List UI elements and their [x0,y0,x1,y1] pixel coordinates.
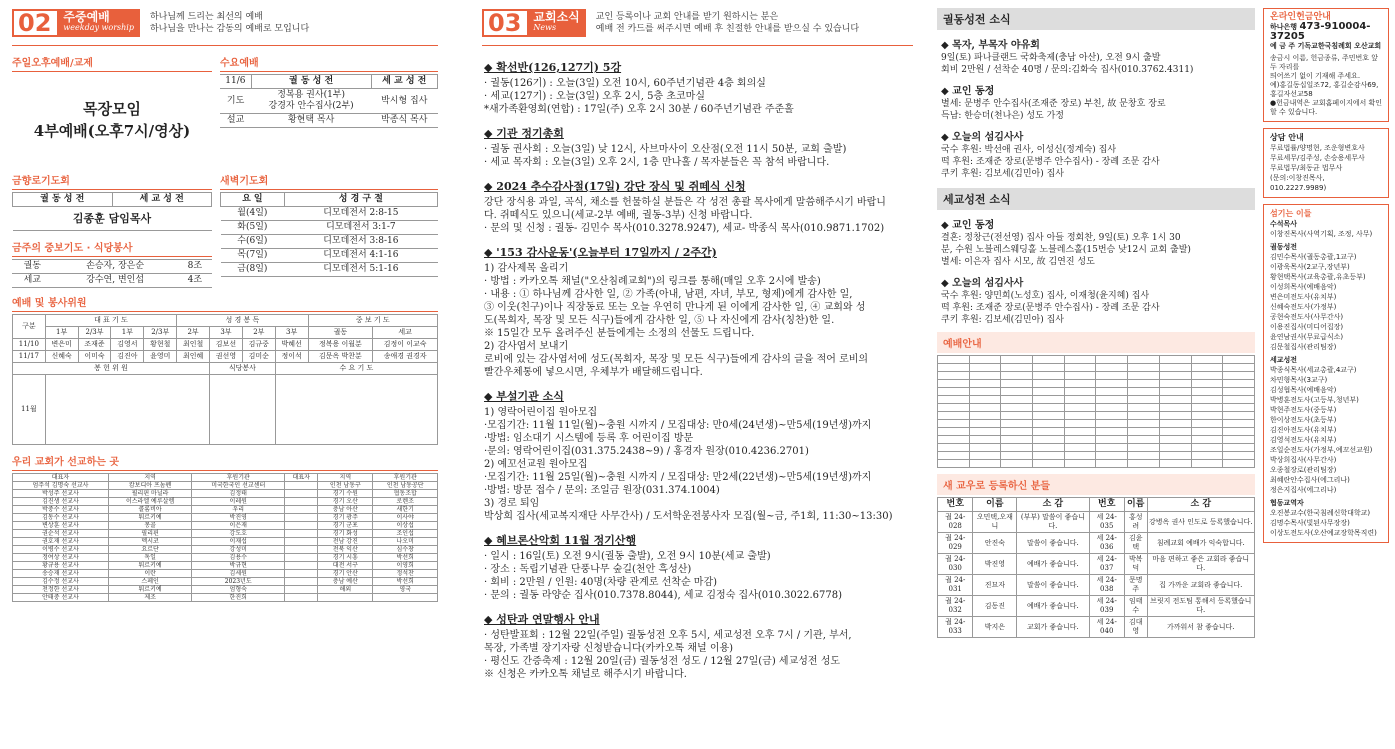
table-cell [285,570,318,578]
page-title: 교회소식 News [527,9,585,37]
table-cell: 이재섭 [192,538,285,546]
table-cell: 박지은 [973,617,1017,638]
table-cell: 박복덕 [1124,554,1147,575]
news-line: · 세교(127기) : 오늘(3일) 오후 2시, 5층 초코마실 [484,91,705,102]
table-cell: 홍성려 [1124,512,1147,533]
news-heading: ◆ '153 감사운동'(오늘부터 17일까지 / 2주간) [484,246,717,259]
news-line: ·모집기간: 11월 11일(월)~충원 시까지 / 모집대상: 만0세(24년생)~만5세(19년생)까지 [484,420,872,431]
table-cell: 협동조합 [373,490,438,498]
table-cell: 캄보디아 프놈펜 [108,482,191,490]
campus-news-line: 쿠키 후원: 김보세(김민아) 집사 [941,169,1064,179]
news-heading: ◆ 혜브론산악회 11월 정기산행 [484,534,637,547]
service-table: 구분 대 표 기 도 성 경 봉 독 중 보 기 도 1부 2/3부 1부 2/3부 2부 3부 2부 3부 궐동 세교 11/10 변은미 조재준 김영서 황현철 최인철 김보선 김규중 박혜선 정복용 이월분 김정이 이교숙 11/17 신혜숙 이미숙 김진아 윤영미 최인혜 권선영 김미순 정이석 김문옥 박찬분 송애경 권경자 봉 헌 위 원 식당봉사 수 요 기 도 11월 [12,314,438,445]
table-cell [285,522,318,530]
table-row [13,538,438,546]
table-cell: 김진생 선교사 [13,498,109,506]
table-cell: 궐 24-033 [938,617,973,638]
table-row [938,512,1255,533]
table-cell: 김정태 [192,490,285,498]
table-row [938,617,1255,638]
table-cell: 전남 강진 [318,538,373,546]
table-cell: 이영희 [373,562,438,570]
counsel-box: 상담 안내 무료법률/양명현, 조운형변호사 무료세무/김주성, 손승용세무사 무료법무/최동균 법무사 (문의:이창진목사, 010.2227.9989) [1263,128,1389,198]
table-cell: 권호재 선교사 [13,538,109,546]
staff-line: 이상도전도사(오산예교장학목직련) [1270,529,1377,537]
header-subtitle: 하나님께 드리는 최선의 예배 하나님을 만나는 감동의 예배로 모입니다 [149,11,310,34]
table-cell: 이상섭 [373,522,438,530]
staff-line: 이용진집사(미디어집장) [1270,323,1344,331]
table-cell: 김대영 [1124,617,1147,638]
table-row [13,522,438,530]
online-offering-box: 온라인헌금안내 하나은행 473-910004-37205 예 금 주 기독교한국침례회 오산교회 송금시 이름, 헌금종류, 주민번호 앞 두 자리를 띄어쓰기 없이 기재해 주세요. 예)홍길동십일조72, 홍길순감사69, 홍길자선교58 ●헌금내역은 교회홈페이지에서 확인할 수 있습니다. [1263,8,1389,122]
news-line: 도(목회자, 목장 및 모든 식구)들에게 감사한 일, ⑤ 나 자신에게 감사(칭찬)한 일. [484,315,835,326]
news-line: · 성탄발표회 : 12월 22일(주일) 궐동성전 오후 5시, 세교성전 오후 7시 / 기관, 부서, [484,630,852,641]
table-row [13,490,438,498]
table-cell: 궐 24-031 [938,575,973,596]
news-line: ※ 15일간 모두 올려주신 분들에게는 소정의 선물도 드립니다. [484,328,755,339]
campus-news-line: 별세: 이은자 집사 시모, 故 김연진 성도 [941,257,1095,267]
table-row [13,506,438,514]
news-line: ·모집기간: 11월 25일(월)~충원 시까지 / 모집대상: 만2세(22년생)~만5세(19년생)까지 [484,472,872,483]
table-cell: 천정한 선교사 [13,586,109,594]
table-cell: 몽골 [108,522,191,530]
dawn-table: 요 일 성 경 구 절 월(4일) 디모데전서 2:8-15 화(5일) 디모데전서 3:1-7 수(6일) 디모데전서 3:8-16 목(7일) 디모데전서 4:1-16 금(8일) 디모데전서 5:1-16 [220,192,438,277]
table-cell: 예배가 좋습니다. [1017,554,1089,575]
table-row [13,530,438,538]
news-line: 2) 감사엽서 보내기 [484,341,569,352]
wednesday-table: 11/6 궐 동 성 전 세 교 성 전 기도 정복용 권사(1부) 강경자 안수집사(2부) 박시형 집사 설교 황현택 목사 박종식 목사 [220,74,438,128]
news-line: · 문의 및 신청 : 궐동- 김민수 목사(010.3278.9247), 세교- 박종식 목사(010.9871.1702) [484,223,885,234]
news-line: ·방법: 임소대기 시스템에 등록 후 어린이집 방문 [484,433,694,444]
news-line: ·방법: 방문 접수 / 문의: 조일금 원장(031.374.1004) [484,485,720,496]
table-cell: 오민택,오재니 [973,512,1017,533]
table-cell: 세 24-035 [1089,512,1124,533]
staff-line: 박병훈전도사(고등부,청년부) [1270,396,1359,404]
news-line: · 평신도 간증축제 : 12월 20일(금) 궐동성전 성도 / 12월 27일(금) 세교성전 성도 [484,656,841,667]
new-members-table: 번호 이름 소 감 번호 이름 소 감 궐 24-028 오민택,오재니 (부부) 말씀이 좋습니다. 세 24-035 홍성려 강병옥 권사 인도로 등록했습니다. 궐 24-029 안진숙 말씀이 좋습니다. 세 24-036 김윤택 침례교회 예배가 익숙합니다. 궐 24-030 박진영 예배가 좋습니다. 세 24-037 박복덕 마음 편하고 좋은 교회라 좋습니다. 궐 24-031 진묘자 말씀이 좋습니다. 세 24-038 문명주 집 가까운 교회라 좋습니다. 궐 24-032 김동진 예배가 좋습니다. 세 24-039 임태수 브릿지 전도팀 통해서 등록했습니다. 궐 24-033 박지은 교회가 좋습니다. 세 24-040 김대영 가까워서 참 좋습니다. [937,497,1255,638]
campus-news-line: 분, 수원 노블레스웨딩홀 노블레스홀(15번승 낮12시 교회 출발) [941,245,1191,255]
page-news [470,0,925,749]
table-cell: 강병옥 권사 인도로 등록했습니다. [1147,512,1254,533]
table-cell: 박성주 선교사 [13,490,109,498]
staff-line: 황현택목사(교육총괄,유초등부) [1270,273,1366,281]
table-cell: 경기 수원 [318,490,373,498]
campus-news-line: 회비 2만원 / 선착순 40명 / 문의:김화숙 집사(010.3762.4311) [941,65,1194,75]
table-cell: 2023년도 [192,578,285,586]
table-cell [373,594,438,602]
table-cell [285,514,318,522]
table-row [13,554,438,562]
table-cell: 세 24-040 [1089,617,1124,638]
table-cell: 김세원 [192,570,285,578]
staff-line: 김성협목사(예배음악) [1270,386,1337,394]
table-cell: 김수정 선교사 [13,578,109,586]
table-cell: 진묘자 [973,575,1017,596]
staff-line: 김명수목사(빛된사무장장) [1270,519,1350,527]
table-cell: 튀르키예 [108,586,191,594]
table-cell: 안태중 선교사 [13,594,109,602]
table-cell [285,482,318,490]
table-cell [285,586,318,594]
staff-line: 김영석전도사(유치부) [1270,436,1337,444]
table-cell: 새한기 [373,506,438,514]
campus-news-heading: ◆ 목자, 부목자 야유회 [941,40,1040,51]
table-cell: 강성미 [192,546,285,554]
table-cell: 튀르키예 [108,514,191,522]
table-cell: 독일 [108,554,191,562]
table-cell: 이란 [108,570,191,578]
table-cell: 이스라엘 예루살렘 [108,498,191,506]
table-cell: 세 24-038 [1089,575,1124,596]
table-cell: 황규용 선교사 [13,562,109,570]
table-row [13,546,438,554]
table-cell: 대전 서구 [318,562,373,570]
staff-line: 박상희집사(사무간사) [1270,456,1337,464]
staff-line: 한이상전도사(초등부) [1270,416,1337,424]
campus-news-line: 쿠키 후원: 김보세(김민아) 집사 [941,315,1064,325]
news-line: 박상희 집사(세교복지재단 사무간사) / 도서학운전봉사자 모집(월~금, 주1회, 11:30~13:30) [484,511,893,522]
news-line: ※ 신청은 카카오톡 채널로 해주시기 바랍니다. [484,669,687,680]
table-cell: 궐 24-030 [938,554,973,575]
table-row [938,596,1255,617]
news-heading: ◆ 기관 정기총회 [484,127,564,140]
news-line: 2) 예꼬선교원 원아모집 [484,459,588,470]
news-line: · 궐동 권사회 : 오늘(3일) 낮 12시, 사브마사이 오산점(오전 11시 50분, 교회 출발) [484,144,847,155]
table-row [13,562,438,570]
news-line: 목장, 가족별 장기자랑 신청받습니다(카카오톡 채널 이용) [484,643,734,654]
page-title: 주중예배 weekday worship [57,9,140,37]
campus-news-heading: ◆ 오늘의 섬김사사 [941,278,1024,289]
campus-news-line: 9일(토) 파나클랜드 국화축제(충남 아산), 오전 9시 출발 [941,53,1161,63]
campus-news-line: 득남: 한승더(천나은) 성도 가정 [941,111,1064,121]
news-line: 다. 쥐떼식도 있으니(세교-2부 예배, 궐동-3부) 신청 바랍니다. [484,210,753,221]
news-heading: ◆ 부설기관 소식 [484,390,564,403]
gwoldong-news-title: 궐동성전 소식 [937,8,1255,30]
staff-line: 김민수목사(궐동총괄,1교구) [1270,253,1357,261]
page-number: 03 [482,9,527,37]
news-line: · 장소 : 독립기념관 단풍나무 숲길(천안 흑성산) [484,564,692,575]
table-cell: 경기 오산 [318,498,373,506]
table-row [13,570,438,578]
staff-line: 신혜숙전도사(가정부) [1270,303,1337,311]
staff-line: 박현주전도사(중등부) [1270,406,1337,414]
table-cell [285,578,318,586]
table-cell [285,530,318,538]
news-line: 강단 장식용 과일, 곡식, 채소를 헌물하실 분들은 각 성전 총괄 목사에게 말씀해주시기 바랍니 [484,197,886,208]
staff-line: 차민형목사(3교구) [1270,376,1328,384]
table-cell: 경기 안산 [318,570,373,578]
table-cell [285,546,318,554]
table-cell: 강도호 [192,530,285,538]
table-cell [285,562,318,570]
news-line: ③ 이웃(친구)이나 직장동료 또는 오늘 우연히 만나게 된 이에게 감사한 일, ④ 교회와 성 [484,302,866,313]
table-cell: 정석찬 [373,570,438,578]
news-line: ·문의: 영락어린이집(031.375.2438~9) / 홍경자 원장(010.4236.2701) [484,446,809,457]
news-line: · 내용 : ① 하나님께 감사한 일, ② 가족(아내, 남편, 자녀, 부모, 형제)에게 감사한 일, [484,289,853,300]
news-line: 3) 경로 퇴임 [484,498,540,509]
worship-guide-table [937,355,1255,468]
table-cell [285,506,318,514]
table-cell: 김동진 [973,596,1017,617]
campus-news-heading: ◆ 교인 동정 [941,220,995,231]
news-line: · 방법 : 카카오톡 채널("오산침례교회")의 링크를 통해(매일 오후 2시에 발송) [484,276,821,287]
table-cell: 멕시코 [108,538,191,546]
table-cell: 나오미 [373,538,438,546]
table-cell: 필리핀 마닐라 [108,490,191,498]
news-line: 1) 감사제목 올리기 [484,263,569,274]
news-line: · 회비 : 2만원 / 인원: 40명(차량 관계로 선착순 마감) [484,577,718,588]
campus-news-line: 국수 후원: 박선애 권사, 이성신(정계숙) 집사 [941,145,1117,155]
news-line: · 궐동(126기) : 오늘(3일) 오전 10시, 60주년기념관 4층 회의실 [484,78,766,89]
staff-group: 세교성전 [1270,356,1298,364]
section-sunday-afternoon: 주일오후예배/교제 [12,52,212,72]
table-cell: 변상훈 선교사 [13,522,109,530]
page-header [482,0,913,46]
table-cell: 한진희 [192,594,285,602]
page-campus-news [937,0,1395,749]
segyo-news-title: 세교성전 소식 [937,188,1255,210]
section-service-committee: 예배 및 봉사위원 [12,292,438,312]
table-cell [285,594,318,602]
fourth-service-title: 4부예배(오후7시/영상) [33,122,191,140]
campus-news-heading: ◆ 교인 동정 [941,86,995,97]
staff-group: 궐동성전 [1270,243,1298,251]
table-row [13,578,438,586]
staff-line: 오진봉교수(한국침례신학대학교) [1270,509,1371,517]
staff-line: 윤연남권사(무료급식소) [1270,333,1344,341]
table-row [13,498,438,506]
table-row [938,575,1255,596]
table-cell: 우리 [192,506,285,514]
campus-news-line: 결혼: 정창근(전선영) 집사 아들 정회찬, 9일(토) 오후 1시 30 [941,233,1181,243]
table-cell: 경기 군포 [318,522,373,530]
news-line: 빨간우체통에 넣으시면, 우체부가 배달해드립니다. [484,367,703,378]
page-weekday-worship: 02 주중예배 weekday worship 하나님께 드리는 최선의 예배 하나님을 만나는 감동의 예배로 모입니다 주일오후예배/교제 목장모임 4부예배(오후7시/영상) 수요예배 11/6 궐 동 성 전 세 교 성 전 기도 정복용 권사(1부) 강경자 안수집사(2부) 박시형 집사 설교 황현택 목사 박종식 목사 금향로기도회 궐 동 성 전 세 교 성 전 김종훈 담임목사 금주의 중보기도 · 식당봉사 궐동 손승자, 장은순 8조 세교 강수연, 변인섭 4조 새벽기도회 요 일 성 경 구 절 월(4일) 디모데전서 2:8-15 화(5일) 디모데전서 3:1-7 수(6일) 디모데전서 3:8-16 목(7일) 디모데전서 4:1-16 금(8일) 디모데전서 5:1-16 예배 및 봉사위원 구분 대 표 기 도 성 경 봉 독 중 보 기 도 1부 2/3부 1부 2/3부 2부 3부 2부 3부 궐동 세교 11/10 변은미 조재준 김영서 황현철 최인철 김보선 김규중 박혜선 정복용 이월분 김정이 이교숙 11/17 신혜숙 이미숙 김진아 윤영미 최인혜 권선영 김미순 정이석 김문옥 박찬분 송애경 권경자 봉 헌 위 원 식당봉사 수 요 기 도 11월 우리 교회가 선교하는 곳 대표자 지역 후원기관 대표자 지역 후원기관 엄주석 김명숙 선교사 캄보디아 프놈펜 미국한국인 선교센터 인천 남동구 인천 남동공단 박성주 선교사 필리핀 마닐라 김정태 경기 수원 협동조합 김진생 선교사 이스라엘 예루살렘 이레원 경기 오산 로렌조 박중수 선교사 콜롬비아 우리 충남 아산 새한기 김동수 선교사 튀르키예 박진영 경기 광주 이사야 변상훈 선교사 몽골 이은재 경기 군포 이상섭 권순석 선교사 필리핀 강도호 경기 화성 조인섭 권호재 선교사 멕시코 이재섭 전남 강진 나오미 이병수 선교사 요르단 강성미 전북 익산 심수창 정여상 선교사 독일 김용수 경기 시흥 박선희 황규용 선교사 튀르키예 박규현 대전 서구 이영희 송승재 선교사 이란 김세원 경기 안산 정석찬 김수정 선교사 스페인 2023년도 충남 예산 박선희 천정한 선교사 튀르키예 엄형숙 해외 영국 안태중 선교사 제조 한진희 [0,0,450,749]
table-cell: 박진영 [192,514,285,522]
table-cell: 마음 편하고 좋은 교회라 좋습니다. [1147,554,1254,575]
table-cell [285,498,318,506]
table-row [13,586,438,594]
news-line: · 문의 : 궐동 라양순 집사(010.7378.8044), 세교 김정숙 집사(010.3022.6778) [484,590,843,601]
table-cell: 경기 광주 [318,514,373,522]
table-cell: 박진영 [973,554,1017,575]
table-cell: 예배가 좋습니다. [1017,596,1089,617]
table-cell: 엄형숙 [192,586,285,594]
table-cell: 이사야 [373,514,438,522]
table-cell: 가까워서 참 좋습니다. [1147,617,1254,638]
table-cell: 박선희 [373,578,438,586]
table-cell: 로렌조 [373,498,438,506]
table-cell: 스페인 [108,578,191,586]
staff-line: 이광욱목사(2교구,장년부) [1270,263,1350,271]
table-cell: 충남 예산 [318,578,373,586]
campus-news-line: 별세: 문병주 안수집사(조재준 장로) 부친, 故 문창호 장로 [941,99,1166,109]
news-line: 로비에 있는 감사엽서에 성도(목회자, 목장 및 모든 식구)들에게 감사의 글을 적어 로비의 [484,354,869,365]
table-cell: 문명주 [1124,575,1147,596]
header-subtitle: 교인 등록이나 교회 안내를 받기 원하시는 분은 예배 전 카드를 써주시면 예배 후 친절한 안내를 받으실 수 있습니다 [595,11,860,34]
table-cell: 튀르키예 [108,562,191,570]
news-line: 1) 영락어린이집 원아모집 [484,407,598,418]
section-dawn-prayer: 새벽기도회 [220,170,438,190]
campus-news-line: 떡 후원: 조재준 장로(문병주 안수집사) - 장례 조문 감사 [941,303,1160,313]
table-cell: 집 가까운 교회라 좋습니다. [1147,575,1254,596]
table-cell: 침례교회 예배가 익숙합니다. [1147,533,1254,554]
table-cell: 브릿지 전도팀 통해서 등록했습니다. [1147,596,1254,617]
table-cell [285,490,318,498]
table-cell [285,554,318,562]
staff-group: 협동교역자 [1270,499,1304,507]
staff-line: 정은지집사(에그리나) [1270,486,1337,494]
table-cell [285,538,318,546]
section-friday-prayer: 금향로기도회 [12,170,212,190]
table-cell: 박규현 [192,562,285,570]
table-cell: 권순석 선교사 [13,530,109,538]
table-cell: 이병수 선교사 [13,546,109,554]
table-cell: 김동수 선교사 [13,514,109,522]
news-line: · 일시 : 16일(토) 오전 9시(궐동 출발), 오전 9시 10분(세교 출발) [484,551,771,562]
section-worship-guide: 예배안내 [937,332,1255,353]
table-cell: 김용수 [192,554,285,562]
news-list [470,46,925,685]
staff-line: 변은미전도사(유치부) [1270,293,1337,301]
section-mission: 우리 교회가 선교하는 곳 [12,451,438,471]
table-cell: 영국 [373,586,438,594]
table-cell: 말씀이 좋습니다. [1017,533,1089,554]
table-cell: 궐 24-029 [938,533,973,554]
table-cell: 경기 화성 [318,530,373,538]
table-cell: 박선희 [373,554,438,562]
table-row [938,554,1255,575]
table-cell: 해외 [318,586,373,594]
table-cell: 이은재 [192,522,285,530]
mission-table: 대표자 지역 후원기관 대표자 지역 후원기관 엄주석 김명숙 선교사 캄보디아 프놈펜 미국한국인 선교센터 인천 남동구 인천 남동공단 박성주 선교사 필리핀 마닐라 김정태 경기 수원 협동조합 김진생 선교사 이스라엘 예루살렘 이레원 경기 오산 로렌조 박중수 선교사 콜롬비아 우리 충남 아산 새한기 김동수 선교사 튀르키예 박진영 경기 광주 이사야 변상훈 선교사 몽골 이은재 경기 군포 이상섭 권순석 선교사 필리핀 강도호 경기 화성 조인섭 권호재 선교사 멕시코 이재섭 전남 강진 나오미 이병수 선교사 요르단 강성미 전북 익산 심수창 정여상 선교사 독일 김용수 경기 시흥 박선희 황규용 선교사 튀르키예 박규현 대전 서구 이영희 송승재 선교사 이란 김세원 경기 안산 정석찬 김수정 선교사 스페인 2023년도 충남 예산 박선희 천정한 선교사 튀르키예 엄형숙 해외 영국 안태중 선교사 제조 한진희 [12,473,438,602]
section-intercession: 금주의 중보기도 · 식당봉사 [12,237,212,257]
table-cell: 세 24-037 [1089,554,1124,575]
table-cell: 인천 남동구 [318,482,373,490]
table-cell: 정여상 선교사 [13,554,109,562]
news-heading: ◆ 2024 추수감사절(17일) 강단 장식 및 쥐떼식 신청 [484,180,746,193]
small-group-title: 목장모임 [83,100,141,118]
table-cell: 심수창 [373,546,438,554]
staff-line: 김문철집사(관리팀장) [1270,343,1337,351]
campus-news-heading: ◆ 오늘의 섬김사사 [941,132,1024,143]
section-wednesday: 수요예배 [220,52,438,72]
table-cell: 박중수 선교사 [13,506,109,514]
table-cell: 엄주석 김명숙 선교사 [13,482,109,490]
table-cell: 교회가 좋습니다. [1017,617,1089,638]
table-row [13,514,438,522]
table-cell: 궐 24-032 [938,596,973,617]
table-cell: 인천 남동공단 [373,482,438,490]
table-cell: 제조 [108,594,191,602]
staff-line: 조일순전도사(가정부,예꼬선교원) [1270,446,1373,454]
table-cell: 세 24-036 [1089,533,1124,554]
staff-line: 최혜란안수집사(에그리나) [1270,476,1350,484]
news-heading: ◆ 확선반(126,127기) 5강 [484,61,622,74]
table-cell: 요르단 [108,546,191,554]
staff-line: 오종철장로(관리팀장) [1270,466,1337,474]
table-row [13,482,438,490]
staff-box: 섬기는 이들 수석목사 이창진목사(사역기획, 조정, 사무) 궐동성전 김민수목사(궐동총괄,1교구) 이광욱목사(2교구,장년부) 황현택목사(교육총괄,유초등부) 이성희목사(예배음악) 변은미전도사(유치부) 신혜숙전도사(가정부) 공현숙전도사(사무간사) 이용진집사(미디어집장) 윤연남권사(무료급식소) 김문철집사(관리팀장) 세교성전 박종식목사(세교총괄,4교구) 차민형목사(3교구) 김성협목사(예배음악) 박병훈전도사(고등부,청년부) 박현주전도사(중등부) 한이상전도사(초등부) 김진아전도사(유치부) 김영석전도사(유치부) 조일순전도사(가정부,예꼬선교원) 박상희집사(사무간사) 오종철장로(관리팀장) 최혜란안수집사(에그리나) 정은지집사(에그리나) 협동교역자 오진봉교수(한국침례신학대학교) 김명수목사(빛된사무장장) 이상도전도사(오산예교장학목직련) [1263,204,1389,543]
table-cell: 경기 시흥 [318,554,373,562]
table-cell: 송승재 선교사 [13,570,109,578]
table-cell: 말씀이 좋습니다. [1017,575,1089,596]
table-cell: 필리핀 [108,530,191,538]
table-cell: 미국한국인 선교센터 [192,482,285,490]
table-row [13,594,438,602]
staff-line: 박종식목사(세교총괄,4교구) [1270,366,1357,374]
campus-news-line: 국수 후원: 양민희(노성호) 집사, 이재청(윤지혜) 집사 [941,291,1150,301]
table-cell: 이레원 [192,498,285,506]
table-row [938,533,1255,554]
table-cell [318,594,373,602]
news-line: *새가족환영회(연합) : 17일(주) 오후 2시 30분 / 60주년기념관 주준홀 [484,104,794,115]
table-cell: (부부) 말씀이 좋습니다. [1017,512,1089,533]
page-header [12,0,438,46]
staff-line: 김진아전도사(유치부) [1270,426,1337,434]
table-cell: 궐 24-028 [938,512,973,533]
table-cell: 임태수 [1124,596,1147,617]
campus-news-line: 떡 후원: 조재준 장로(문병주 안수집사) - 장례 조문 감사 [941,157,1160,167]
section-new-members: 새 교우로 등록하신 분들 [937,474,1255,495]
table-cell: 세 24-039 [1089,596,1124,617]
table-cell: 전북 익산 [318,546,373,554]
table-cell: 충남 아산 [318,506,373,514]
table-cell: 김윤택 [1124,533,1147,554]
table-cell: 콜롬비아 [108,506,191,514]
staff-line: 이성희목사(예배음악) [1270,283,1337,291]
news-line: · 세교 목자회 : 오늘(3일) 오후 2시, 1층 만나홀 / 목자분들은 꼭 참석 바랍니다. [484,157,830,168]
news-heading: ◆ 성탄과 연말행사 안내 [484,613,600,626]
table-cell: 안진숙 [973,533,1017,554]
page-number: 02 [12,9,57,37]
staff-line: 공현숙전도사(사무간사) [1270,313,1344,321]
table-cell: 조인섭 [373,530,438,538]
